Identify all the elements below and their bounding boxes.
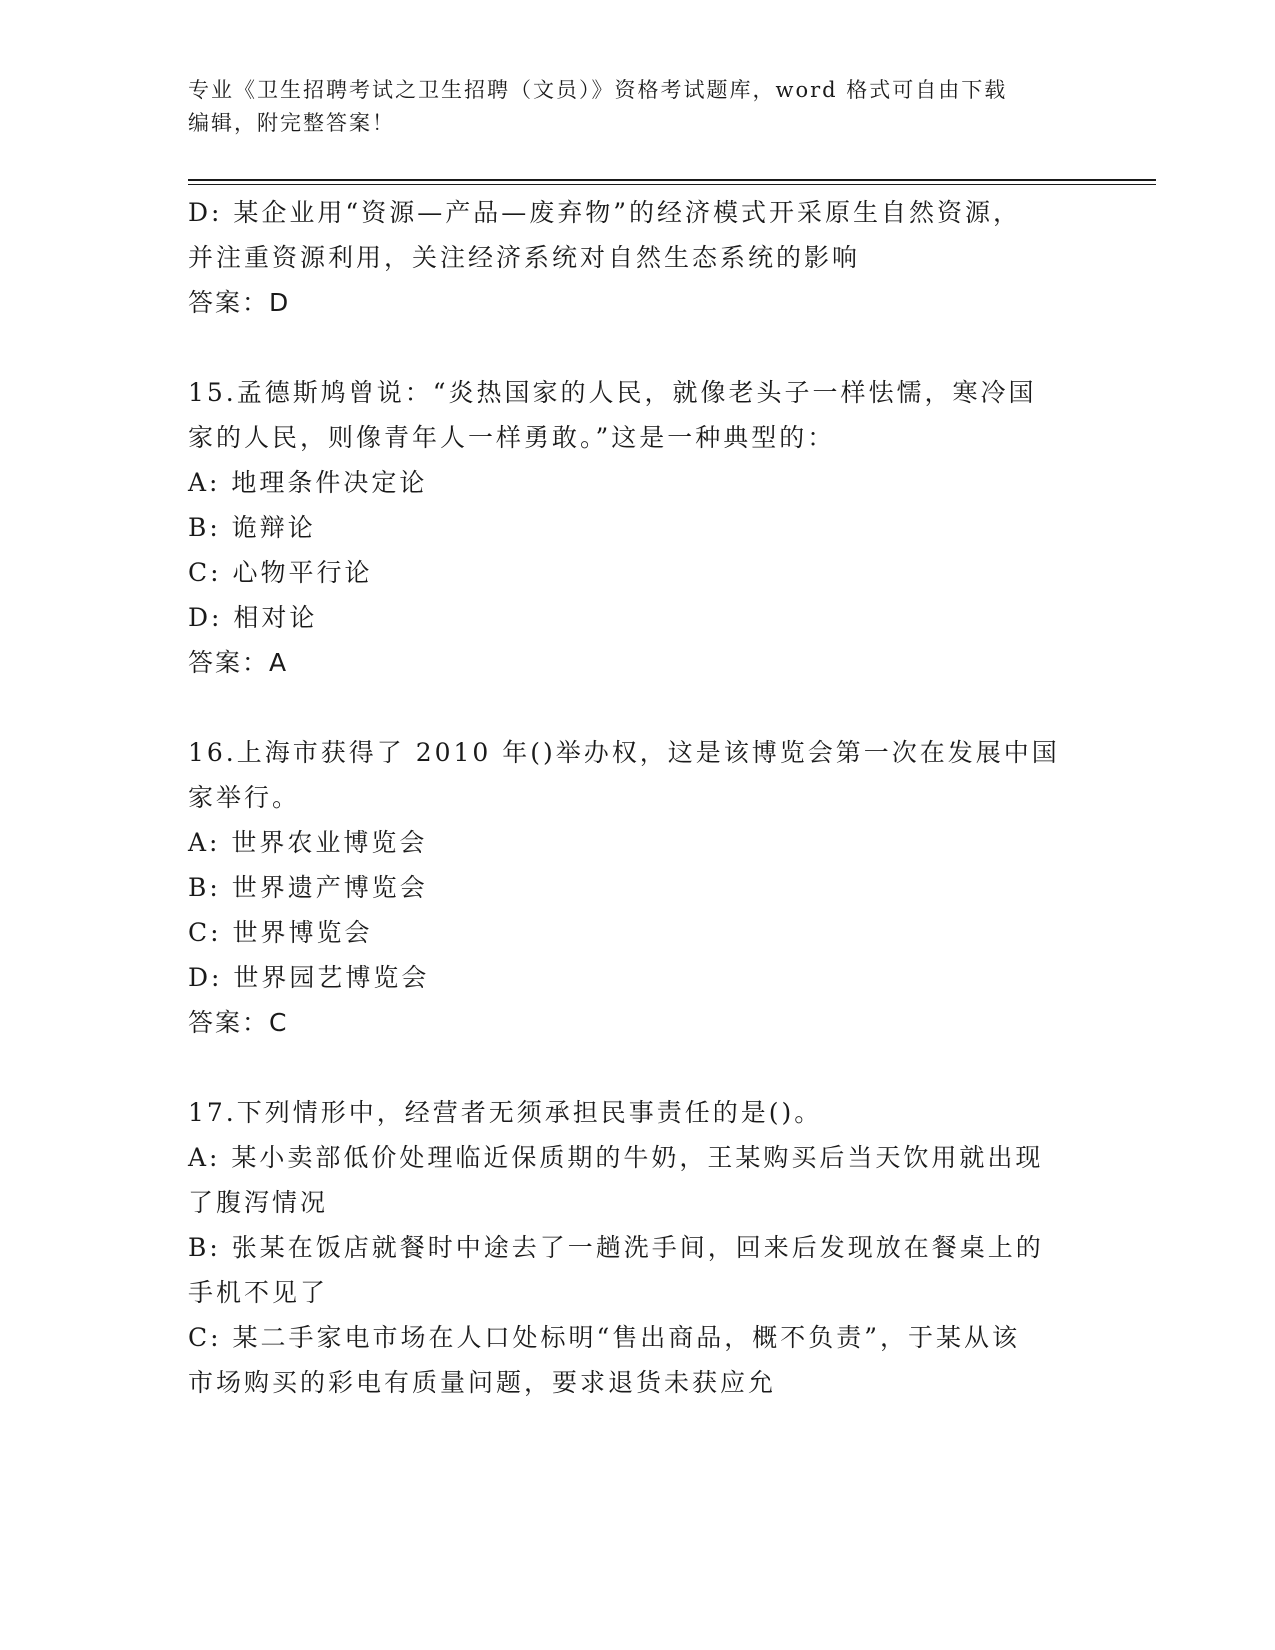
q14-option-d-line-1: D: 某企业用“资源—产品—废弃物”的经济模式开采原生自然资源， [188,198,1021,227]
q17-option-b-line-1: B: 张某在饭店就餐时中途去了一趟洗手间，回来后发现放在餐桌上的 [188,1233,1044,1262]
q17-option-a-line-2: 了腹泻情况 [188,1188,329,1217]
question-16-block [188,730,1088,1045]
header-title-line-1: 专业《卫生招聘考试之卫生招聘（文员）》资格考试题库，word 格式可自由下载 [188,78,1008,102]
question-17-block [188,1090,1088,1405]
q15-option-a: A: 地理条件决定论 [188,468,428,497]
q15-answer: 答案：A [188,648,289,677]
q14-option-d-line-2: 并注重资源利用，关注经济系统对自然生态系统的影响 [188,243,861,272]
q15-stem-line-1: 15.孟德斯鸠曾说：“炎热国家的人民，就像老头子一样怯懦，寒冷国 [188,378,1037,407]
q17-option-c-line-1: C: 某二手家电市场在人口处标明“售出商品，概不负责”，于某从该 [188,1323,1021,1352]
question-14-block [188,190,1088,325]
page-header [188,74,1088,140]
q16-option-c: C: 世界博览会 [188,918,373,947]
q17-option-c-line-2: 市场购买的彩电有质量问题，要求退货未获应允 [188,1368,777,1397]
q15-stem-line-2: 家的人民，则像青年人一样勇敢。”这是一种典型的： [188,423,836,452]
spacer [188,325,1088,370]
header-divider-thick [188,179,1156,181]
q17-option-b-line-2: 手机不见了 [188,1278,329,1307]
question-content [188,190,1088,1405]
q15-option-c: C: 心物平行论 [188,558,373,587]
q17-option-a-line-1: A: 某小卖部低价处理临近保质期的牛奶，王某购买后当天饮用就出现 [188,1143,1044,1172]
question-15-block [188,370,1088,685]
spacer [188,1045,1088,1090]
q15-option-d: D: 相对论 [188,603,318,632]
q15-option-b: B: 诡辩论 [188,513,316,542]
q14-answer: 答案：D [188,288,291,317]
q16-stem-line-2: 家举行。 [188,783,301,812]
header-divider-thin [188,184,1156,185]
q16-option-d: D: 世界园艺博览会 [188,963,430,992]
q16-answer: 答案：C [188,1008,289,1037]
q17-stem-line-1: 17.下列情形中，经营者无须承担民事责任的是()。 [188,1098,823,1127]
header-title-line-2: 编辑，附完整答案！ [188,111,395,135]
q16-stem-line-1: 16.上海市获得了 2010 年()举办权，这是该博览会第一次在发展中国 [188,738,1060,767]
spacer [188,685,1088,730]
q16-option-a: A: 世界农业博览会 [188,828,428,857]
q16-option-b: B: 世界遗产博览会 [188,873,428,902]
